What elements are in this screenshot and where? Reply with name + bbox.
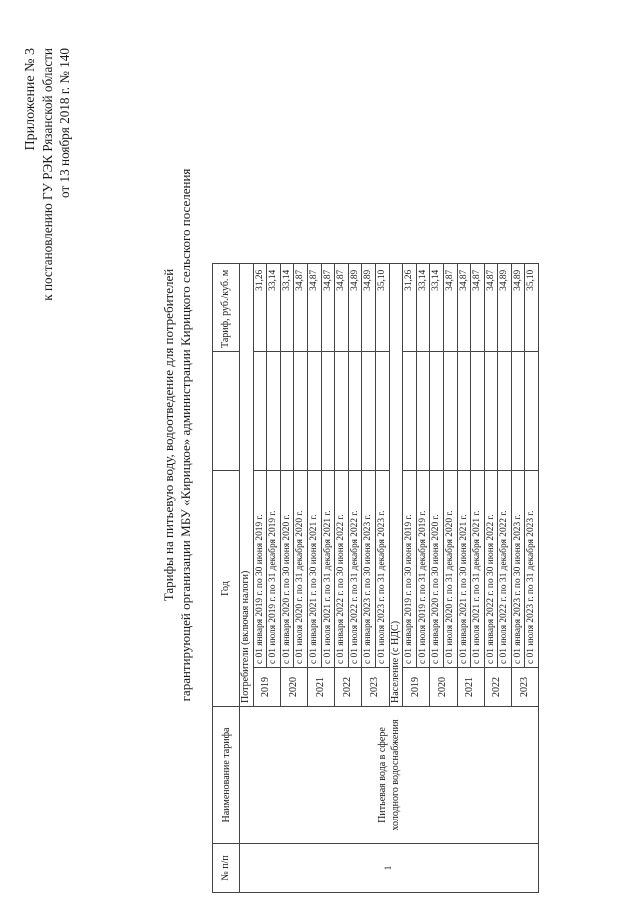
group-row	[240, 263, 254, 892]
spacer-cell	[375, 352, 389, 471]
period-cell: с 01 января 2022 г. по 30 июня 2022 г.	[484, 471, 498, 668]
tariff-name: Питьевая вода в сфере холодного водоснабжения	[240, 707, 539, 844]
spacer-cell	[335, 352, 349, 471]
tariff-cell: 34,87	[457, 263, 471, 351]
tariff-cell: 34,89	[348, 263, 362, 351]
spacer-cell	[525, 352, 539, 471]
year-cell: 2023	[511, 668, 538, 707]
spacer-cell	[267, 352, 281, 471]
spacer-cell	[348, 352, 362, 471]
group-label: Потребители (включая налоги)	[240, 263, 254, 706]
tariff-cell: 34,89	[511, 263, 525, 351]
year-cell: 2021	[307, 668, 334, 707]
spacer-cell	[321, 352, 335, 471]
tariff-cell: 34,87	[443, 263, 457, 351]
title-line-2: гарантирующей организации МБУ «Кирицкое» администрации Кирицкого сельского поселения	[178, 168, 193, 702]
appendix-number: Приложение № 3	[23, 48, 38, 151]
tariff-cell: 31,26	[403, 263, 417, 351]
year-cell: 2020	[280, 668, 307, 707]
spacer-cell	[457, 352, 471, 471]
period-cell: с 01 июля 2021 г. по 31 декабря 2021 г.	[471, 471, 485, 668]
period-cell: с 01 января 2021 г. по 30 июня 2021 г.	[457, 471, 471, 668]
tariff-cell: 34,87	[471, 263, 485, 351]
tariff-cell: 33,14	[267, 263, 281, 351]
table-body	[240, 263, 539, 892]
group-label: Население (с НДС)	[389, 263, 403, 706]
period-cell: с 01 января 2020 г. по 30 июня 2020 г.	[430, 471, 444, 668]
appendix-date: от 13 ноября 2018 г. № 140	[57, 48, 72, 198]
period-cell: с 01 января 2020 г. по 30 июня 2020 г.	[280, 471, 294, 668]
period-cell: с 01 января 2019 г. по 30 июня 2019 г.	[253, 471, 267, 668]
spacer-cell	[443, 352, 457, 471]
period-cell: с 01 июля 2022 г. по 31 декабря 2022 г.	[348, 471, 362, 668]
row-number: 1	[240, 844, 539, 893]
spacer-cell	[253, 352, 267, 471]
tariff-cell: 34,89	[362, 263, 376, 351]
tariff-cell: 34,89	[498, 263, 512, 351]
year-cell: 2019	[253, 668, 280, 707]
period-cell: с 01 июля 2019 г. по 31 декабря 2019 г.	[416, 471, 430, 668]
tariff-cell: 34,87	[335, 263, 349, 351]
appendix-header	[22, 48, 73, 301]
tariff-cell: 31,26	[253, 263, 267, 351]
period-cell: с 01 июля 2021 г. по 31 декабря 2021 г.	[321, 471, 335, 668]
period-cell: с 01 января 2023 г. по 30 июня 2023 г.	[362, 471, 376, 668]
period-cell: с 01 июля 2022 г. по 31 декабря 2022 г.	[498, 471, 512, 668]
spacer-cell	[307, 352, 321, 471]
tariff-cell: 34,87	[484, 263, 498, 351]
spacer-cell	[484, 352, 498, 471]
period-cell: с 01 января 2019 г. по 30 июня 2019 г.	[403, 471, 417, 668]
spacer-cell	[403, 352, 417, 471]
tariff-cell: 34,87	[294, 263, 308, 351]
spacer-cell	[471, 352, 485, 471]
year-cell: 2023	[362, 668, 389, 707]
tariff-cell: 35,10	[525, 263, 539, 351]
table-header-row	[213, 263, 240, 892]
year-cell: 2019	[403, 668, 430, 707]
period-cell: с 01 января 2022 г. по 30 июня 2022 г.	[335, 471, 349, 668]
period-cell: с 01 июля 2020 г. по 31 декабря 2020 г.	[443, 471, 457, 668]
year-cell: 2020	[430, 668, 457, 707]
year-cell: 2022	[484, 668, 511, 707]
tariff-cell: 34,87	[307, 263, 321, 351]
period-cell: с 01 января 2021 г. по 30 июня 2021 г.	[307, 471, 321, 668]
header-year: Год	[213, 471, 240, 707]
tariff-table	[212, 263, 539, 893]
tariff-cell: 33,14	[430, 263, 444, 351]
title-line-1: Тарифы на питьевую воду, водоотведение для потребителей	[161, 268, 176, 602]
document-title	[160, 115, 194, 755]
spacer-cell	[498, 352, 512, 471]
tariff-cell: 33,14	[280, 263, 294, 351]
header-tariff: Тариф, руб./куб. м	[213, 263, 240, 351]
header-spacer	[213, 352, 240, 471]
spacer-cell	[294, 352, 308, 471]
header-number: № п/п	[213, 844, 240, 893]
period-cell: с 01 июля 2019 г. по 31 декабря 2019 г.	[267, 471, 281, 668]
spacer-cell	[416, 352, 430, 471]
period-cell: с 01 июля 2020 г. по 31 декабря 2020 г.	[294, 471, 308, 668]
tariff-cell: 35,10	[375, 263, 389, 351]
spacer-cell	[430, 352, 444, 471]
year-cell: 2021	[457, 668, 484, 707]
period-cell: с 01 июля 2023 г. по 31 декабря 2023 г.	[525, 471, 539, 668]
tariff-cell: 33,14	[416, 263, 430, 351]
appendix-resolution: к постановлению ГУ РЭК Рязанской области	[40, 48, 55, 301]
tariff-cell: 34,87	[321, 263, 335, 351]
spacer-cell	[362, 352, 376, 471]
spacer-cell	[511, 352, 525, 471]
period-cell: с 01 июля 2023 г. по 31 декабря 2023 г.	[375, 471, 389, 668]
header-tariff-name: Наименование тарифа	[213, 707, 240, 844]
year-cell: 2022	[335, 668, 362, 707]
spacer-cell	[280, 352, 294, 471]
period-cell: с 01 января 2023 г. по 30 июня 2023 г.	[511, 471, 525, 668]
